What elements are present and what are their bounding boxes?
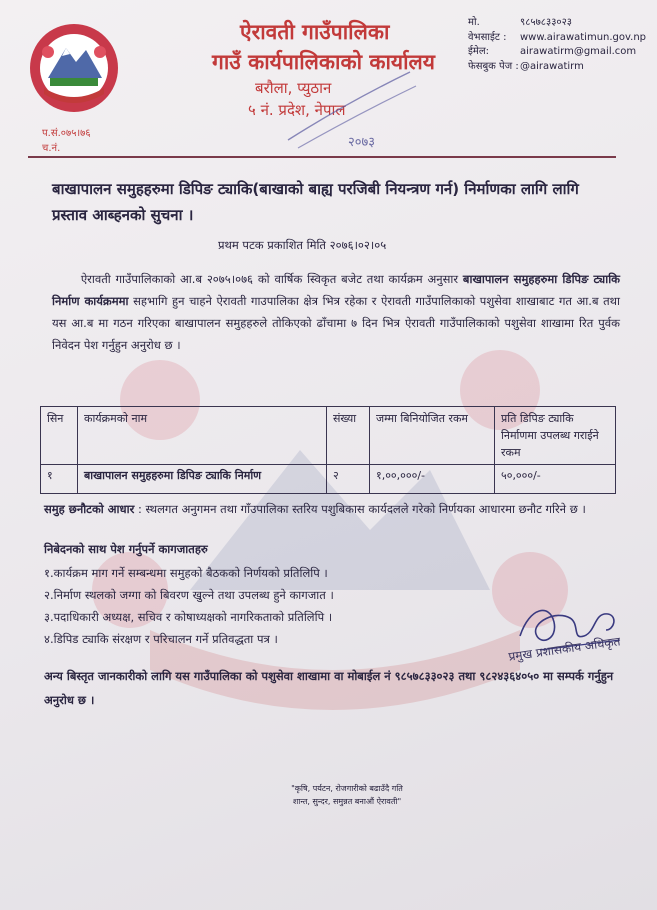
table-row: [41, 465, 616, 494]
table-header-row: [41, 407, 616, 465]
contact-facebook: फेसबुक पेज :@airawatirm: [468, 60, 584, 72]
svg-text:२०७३: २०७३: [348, 135, 376, 150]
signatory-title: प्रमुख प्रशासकीय अधिकृत: [507, 634, 622, 664]
documents-heading: निबेदनको साथ पेश गर्नुपर्ने कागजातहरु: [44, 542, 208, 556]
cell-program-name: बाखापालन समुहहरुमा डिपिङ ट्याकि निर्माण: [78, 465, 327, 494]
ref-number: प.सं.०७५।७६: [42, 128, 91, 139]
list-item: ४.डिपिड ट्याकि संरक्षण र परिचालन गर्ने प्रतिवद्धता पत्र ।: [44, 632, 278, 646]
office-name: गाउँ कार्यपालिकाको कार्यालय: [212, 50, 435, 74]
program-name-bold: बाखापालन समुहहरुमा डिपिङ ट्याकि निर्माण कार्यक्रममा: [52, 272, 621, 308]
published-date: प्रथम पटक प्रकाशित मिति २०७६।०२।०५: [218, 238, 387, 252]
contact-email: ईमेल: airawatirm@gmail.com: [468, 46, 637, 57]
col-sn: सिन: [41, 407, 78, 465]
dispatch-number: च.नं.: [42, 143, 61, 154]
documents-list: [44, 562, 334, 650]
col-program-name: कार्यक्रमको नाम: [78, 407, 327, 465]
program-table: [40, 406, 616, 494]
municipality-name: ऐरावती गाउँपालिका: [240, 20, 390, 44]
contact-phone: मो. ९८५७८३३०२३: [468, 17, 572, 28]
cell-total-amount: १,००,०००/-: [370, 465, 495, 494]
col-count: संख्या: [327, 407, 370, 465]
cell-sn: १: [41, 465, 78, 494]
selection-basis-label: समुह छनौटको आधार: [44, 502, 135, 516]
notice-heading: बाखापालन समुहहरुमा डिपिङ ट्याकि(बाखाको बाह्य परजिबी नियन्त्रण गर्न) निर्माणका लागि लागि प्रस्ताव आब्हनको सुचना ।: [52, 180, 579, 224]
cell-count: २: [327, 465, 370, 494]
cell-per-tank-amount: ५०,०००/-: [495, 465, 616, 494]
col-per-tank-amount: प्रति डिपिङ ट्याकि निर्माणमा उपलब्ध गराईने रकम: [495, 407, 616, 465]
motto: "कृषि, पर्यटन, रोजगारीको बढाउँदै गति शान्त, सुन्दर, समुन्नत बनाऔं ऐरावती": [291, 784, 403, 806]
selection-basis: समुह छनौटको आधार : स्थलगत अनुगमन तथा गाँउपालिका स्तरिय पशुबिकास कार्यदलले गरेको निर्णयका आधारमा छनौट गरिने छ ।: [44, 502, 586, 516]
list-item: ३.पदाधिकारी अध्यक्ष, सचिव र कोषाध्यक्षको नागरिकताको प्रतिलिपि ।: [44, 610, 333, 624]
list-item: २.निर्माण स्थलको जग्गा को बिवरण खुल्ने तथा उपलब्ध हुने कागजात ।: [44, 588, 334, 602]
header-divider: [28, 156, 616, 158]
notice-paragraph: ऐरावती गाउँपालिकाको आ.ब २०७५।०७६ को वार्षिक स्विकृत बजेट तथा कार्यक्रम अनुसार बाखापालन समुहहरुमा डिपिङ ट्याकि निर्माण कार्यक्रममा सहभागि हुन चाहने ऐरावती गाउपालिका क्षेत्र भित्र रहेका र ऐरावती गाउँपालिकाको पशुसेवा शाखाबाट गत आ.ब तथा यस आ.ब मा गठन गरिएका बाखापालन समुहहरुले तोकिएको ढाँचामा ७ दिन भित्र ऐरावती गाउँपालिकाको पशुसेवा शाखामा रित पुर्वक निवेदन पेश गर्नुहुन अनुरोध छ ।: [52, 272, 621, 352]
contact-block: [468, 16, 646, 74]
col-total-amount: जम्मा बिनियोजित रकम: [370, 407, 495, 465]
list-item: १.कार्यक्रम माग गर्ने सम्बन्धमा समुहको बैठकको निर्णयको प्रतिलिपि ।: [44, 566, 328, 580]
office-stamp-icon: [278, 62, 418, 152]
contact-website: वेभसाईट : www.airawatimun.gov.np: [468, 31, 647, 43]
contact-info-paragraph: अन्य बिस्तृत जानकारीको लागि यस गाउँपालिका को पशुसेवा शाखामा वा मोबाईल नं ९८५७८३३०२३ तथा ९८२४३६४०५० मा सम्पर्क गर्नुहुन अनुरोध छ ।: [44, 669, 614, 707]
address-line-1: बरौला, प्युठान: [255, 79, 332, 97]
nepal-emblem-logo-icon: [28, 22, 120, 114]
address-line-2: ५ नं. प्रदेश, नेपाल: [248, 101, 346, 119]
reference-block: [42, 126, 91, 156]
